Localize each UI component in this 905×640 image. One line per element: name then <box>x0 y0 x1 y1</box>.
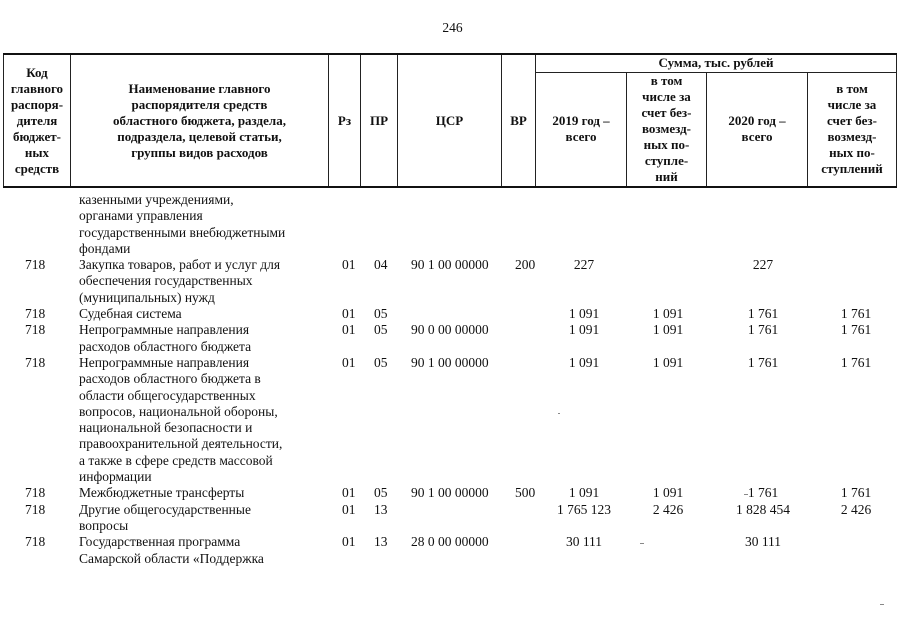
table-row <box>3 306 896 322</box>
row-code: 718 <box>25 485 46 501</box>
row-name-line: обеспечения государственных <box>79 273 253 289</box>
header-line: группы видов расходов <box>131 144 268 160</box>
row-code: 718 <box>25 306 46 322</box>
row-vr: 500 <box>515 485 536 501</box>
header-line: подраздела, целевой статьи, <box>117 128 282 144</box>
row-rz: 01 <box>342 354 356 370</box>
header-line: счет без- <box>827 113 877 129</box>
header-line: ных по- <box>643 137 690 153</box>
row-name-line: Непрограммные направления <box>79 354 250 370</box>
table-row <box>3 502 896 535</box>
row-2019-grants: 1 091 <box>652 322 684 338</box>
row-pr: 04 <box>374 257 388 273</box>
row-name-line: расходов областного бюджета <box>79 338 252 354</box>
header-2019-grants <box>627 72 707 187</box>
header-line: ных <box>24 144 50 160</box>
row-2020-grants: 1 761 <box>840 354 872 370</box>
row-code: 718 <box>25 534 46 550</box>
table-row <box>3 355 896 485</box>
row-name <box>79 306 329 322</box>
row-csr: 28 0 00 00000 <box>411 534 489 550</box>
row-2020-total: 1 761 <box>747 306 779 322</box>
row-name-line: Непрограммные направления <box>79 322 250 338</box>
row-rz: 01 <box>342 534 356 550</box>
row-2019-total: 1 091 <box>568 306 600 322</box>
row-name <box>79 355 329 485</box>
header-line: 2019 год – <box>552 113 610 129</box>
scan-speck <box>558 413 560 414</box>
table-row <box>3 322 896 355</box>
row-2020-total: 30 111 <box>744 534 782 550</box>
row-rz: 01 <box>342 501 356 517</box>
row-name-line: казенными учреждениями, <box>79 192 234 207</box>
row-2020-total: 1 761 <box>747 354 779 370</box>
row-name-line: Государственная программа <box>79 534 241 550</box>
row-name-line: органами управления <box>79 208 203 224</box>
header-line: всего <box>741 129 773 145</box>
header-line: Код <box>26 64 48 80</box>
row-2019-total: 1 765 123 <box>557 501 611 517</box>
header-sum: Сумма, тыс. рублей <box>536 54 897 72</box>
row-pr: 13 <box>374 501 388 517</box>
row-name-line: а также в сфере средств массовой <box>79 452 273 468</box>
page-number: 246 <box>442 20 463 35</box>
header-line: числе за <box>827 97 877 113</box>
row-code: 718 <box>25 501 46 517</box>
header-line: Наименование главного <box>128 80 271 96</box>
table-row <box>3 257 896 306</box>
header-line: дителя <box>16 112 58 128</box>
row-name <box>79 257 329 306</box>
header-line: возмезд- <box>827 129 877 145</box>
table-body <box>3 192 896 567</box>
header-line: счет без- <box>641 105 692 121</box>
row-csr: 90 1 00 00000 <box>411 485 489 501</box>
row-name-line: Судебная система <box>79 306 182 322</box>
header-line: числе за <box>642 89 691 105</box>
row-2019-total: 30 111 <box>565 534 603 550</box>
row-2020-total: 1 761 <box>747 485 779 501</box>
scan-speck <box>640 543 644 544</box>
table-row <box>3 485 896 501</box>
header-line: ступлений <box>821 161 883 177</box>
row-name-line: национальной безопасности и <box>79 420 253 436</box>
row-code: 718 <box>25 322 46 338</box>
row-name-line: Закупка товаров, работ и услуг для <box>79 257 281 273</box>
header-2019-total <box>536 72 627 187</box>
row-name-line: вопросы <box>79 517 129 533</box>
header-csr: ЦСР <box>398 54 502 187</box>
table-row <box>3 192 896 257</box>
row-pr: 13 <box>374 534 388 550</box>
row-2020-total: 227 <box>752 257 774 273</box>
row-2019-total: 1 091 <box>568 322 600 338</box>
row-2020-grants: 1 761 <box>840 485 872 501</box>
header-line: всего <box>565 129 597 145</box>
row-2019-total: 1 091 <box>568 485 600 501</box>
row-name-line: государственными внебюджетными <box>79 224 286 240</box>
header-line: средств <box>14 160 60 176</box>
header-line: областного бюджета, раздела, <box>113 112 286 128</box>
header-line: в том <box>650 73 683 89</box>
header-line: ных по- <box>829 145 875 161</box>
row-2020-grants: 1 761 <box>840 306 872 322</box>
header-line: ступле- <box>644 153 689 169</box>
row-rz: 01 <box>342 257 356 273</box>
row-name <box>79 485 329 501</box>
row-name <box>79 534 329 567</box>
row-name <box>79 322 329 355</box>
row-pr: 05 <box>374 354 388 370</box>
row-csr: 90 1 00 00000 <box>411 257 489 273</box>
header-name <box>71 54 329 187</box>
header-line: ний <box>655 169 678 185</box>
row-2019-grants: 1 091 <box>652 306 684 322</box>
row-vr: 200 <box>515 257 536 273</box>
row-2019-grants: 2 426 <box>652 501 684 517</box>
header-line: 2020 год – <box>728 113 786 129</box>
header-pr: ПР <box>361 54 398 187</box>
row-name-line: фондами <box>79 240 131 256</box>
header-line: распоря- <box>10 96 64 112</box>
row-name-line: правоохранительной деятельности, <box>79 436 283 452</box>
row-csr: 90 0 00 00000 <box>411 322 489 338</box>
header-line: главного <box>10 80 64 96</box>
scan-speck <box>744 494 748 495</box>
row-pr: 05 <box>374 485 388 501</box>
row-2019-grants: 1 091 <box>652 485 684 501</box>
header-2020-grants <box>808 72 897 187</box>
row-2020-grants: 1 761 <box>840 322 872 338</box>
header-vr: ВР <box>502 54 536 187</box>
header-code <box>4 54 71 187</box>
row-rz: 01 <box>342 322 356 338</box>
header-rz: Рз <box>329 54 361 187</box>
row-code: 718 <box>25 257 46 273</box>
row-pr: 05 <box>374 306 388 322</box>
header-line: распорядителя средств <box>131 96 268 112</box>
row-code: 718 <box>25 354 46 370</box>
row-2020-total: 1 828 454 <box>736 501 790 517</box>
table-row <box>3 534 896 567</box>
table-header <box>3 53 897 188</box>
row-name-line: Межбюджетные трансферты <box>79 485 245 501</box>
row-csr: 90 1 00 00000 <box>411 354 489 370</box>
row-name-line: информации <box>79 469 152 485</box>
header-line: возмезд- <box>642 121 691 137</box>
row-rz: 01 <box>342 306 356 322</box>
header-2020-total <box>707 72 808 187</box>
row-name-line: области общегосударственных <box>79 387 256 403</box>
row-2019-total: 1 091 <box>568 354 600 370</box>
row-2020-grants: 2 426 <box>840 501 872 517</box>
row-name-line: Другие общегосударственные <box>79 501 251 517</box>
row-name-line: Самарской области «Поддержка <box>79 550 264 566</box>
header-line: бюджет- <box>12 128 61 144</box>
row-name <box>79 192 329 257</box>
row-2019-grants: 1 091 <box>652 354 684 370</box>
row-name <box>79 502 329 535</box>
header-line: в том <box>836 81 868 97</box>
row-name-line: вопросов, национальной обороны, <box>79 403 278 419</box>
row-name-line: (муниципальных) нужд <box>79 289 215 305</box>
scan-speck <box>880 604 884 605</box>
row-pr: 05 <box>374 322 388 338</box>
row-2019-total: 227 <box>573 257 595 273</box>
row-name-line: расходов областного бюджета в <box>79 371 261 387</box>
row-2020-total: 1 761 <box>747 322 779 338</box>
row-rz: 01 <box>342 485 356 501</box>
